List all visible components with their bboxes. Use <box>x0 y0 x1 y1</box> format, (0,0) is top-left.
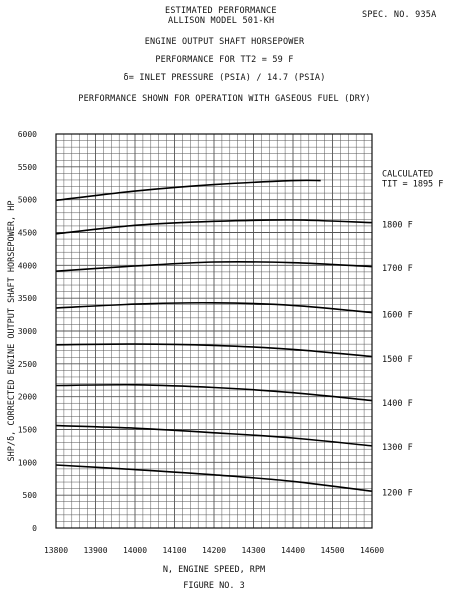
x-tick-label: 13800 <box>43 546 69 555</box>
series-label <box>382 264 413 274</box>
series-label-line: 1500 F <box>382 355 413 366</box>
x-tick-label: 14000 <box>122 546 148 555</box>
series-label-line: 1400 F <box>382 399 413 410</box>
subtitle: ENGINE OUTPUT SHAFT HORSEPOWER <box>144 37 305 47</box>
grid <box>56 134 372 528</box>
series-label-line: 1300 F <box>382 443 413 454</box>
title-line-1: ESTIMATED PERFORMANCE <box>165 6 277 16</box>
y-tick-label: 6000 <box>17 130 37 139</box>
title-line-2: ALLISON MODEL 501-KH <box>168 16 275 26</box>
axes <box>18 130 384 555</box>
series-label-line: TIT = 1895 F <box>382 179 444 190</box>
series-label-line: 1200 F <box>382 488 413 499</box>
series-label <box>382 443 413 453</box>
x-tick-label: 14400 <box>280 546 306 555</box>
series-label <box>382 221 413 231</box>
spec-number: SPEC. NO. 935A <box>362 10 437 20</box>
y-tick-label: 0 <box>32 524 37 533</box>
x-tick-label: 14200 <box>201 546 227 555</box>
y-tick-label: 2000 <box>17 392 37 402</box>
delta-definition: δ= INLET PRESSURE (PSIA) / 14.7 (PSIA) <box>123 73 326 83</box>
x-tick-label: 13900 <box>83 546 108 555</box>
y-tick-label: 4000 <box>17 261 37 271</box>
series-label-line: 1800 F <box>382 220 413 231</box>
figure-number: FIGURE NO. 3 <box>183 581 245 591</box>
y-tick-label: 2500 <box>17 359 37 369</box>
y-tick-label: 5000 <box>17 195 37 205</box>
x-tick-label: 14600 <box>359 546 385 555</box>
series-label-line: 1700 F <box>382 263 413 274</box>
y-tick-label: 1000 <box>17 458 37 468</box>
series-label-line: 1600 F <box>382 310 413 321</box>
y-tick-label: 4500 <box>17 228 37 238</box>
x-tick-label: 14100 <box>162 546 187 555</box>
y-tick-label: 3000 <box>17 327 37 336</box>
x-tick-label: 14300 <box>241 546 266 555</box>
series-label <box>382 311 413 321</box>
y-tick-label: 1500 <box>17 425 37 435</box>
condition-line: PERFORMANCE FOR TT2 = 59 F <box>155 55 294 65</box>
series-label <box>382 169 443 189</box>
y-tick-label: 3500 <box>17 294 37 304</box>
x-tick-label: 14500 <box>320 546 345 555</box>
series-label <box>382 355 413 365</box>
x-axis-label: N, ENGINE SPEED, RPM <box>162 565 266 575</box>
fuel-note: PERFORMANCE SHOWN FOR OPERATION WITH GASEOUS FUEL (DRY) <box>78 94 371 104</box>
y-tick-label: 5500 <box>17 162 37 172</box>
y-tick-label: 500 <box>22 491 37 501</box>
series-label <box>382 399 413 409</box>
series-label <box>382 489 413 499</box>
y-axis-label: SHP/δ, CORRECTED ENGINE OUTPUT SHAFT HORSEPOWER, HP <box>7 200 17 462</box>
series-label-line: CALCULATED <box>382 169 434 180</box>
series-labels <box>382 169 443 498</box>
